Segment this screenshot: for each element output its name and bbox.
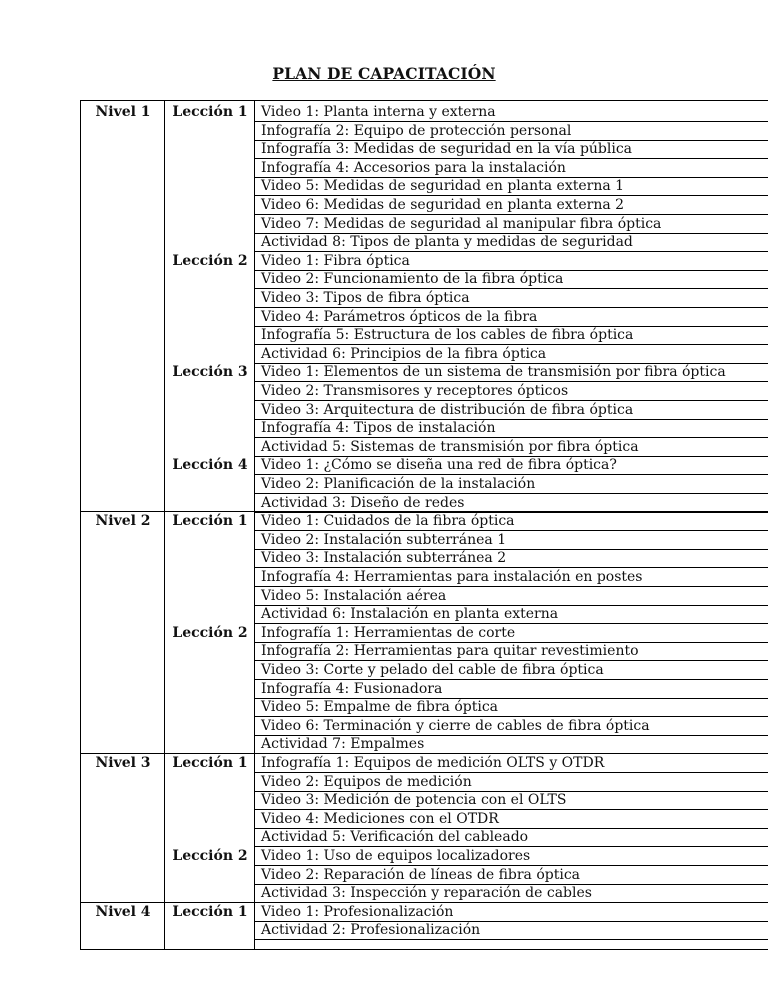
lesson-item: Video 2: Planificación de la instalación [261,476,536,492]
lesson-item: Video 7: Medidas de seguridad al manipular fibra óptica [261,215,662,232]
lesson-item: Video 1: Planta interna y externa [261,104,496,120]
lesson-item: Video 1: Fibra óptica [261,252,410,269]
lesson-label: Lección 2 [172,252,248,269]
lesson-item: Infografía 1: Herramientas de corte [261,624,516,641]
lesson-item: Video 1: Cuidados de la fibra óptica [261,513,515,530]
lesson-item: Actividad 6: Instalación en planta externa [261,606,559,623]
lesson-label: Lección 1 [172,513,248,530]
lesson-item: Video 2: Transmisores y receptores ópticos [261,383,569,399]
lesson-item: Video 1: ¿Cómo se diseña una red de fibra óptica? [261,457,617,474]
lesson-label: Lección 1 [172,755,248,771]
lesson-item: Video 1: Profesionalización [261,903,454,920]
lesson-item: Infografía 4: Fusionadora [261,680,443,697]
page-title: PLAN DE CAPACITACIÓN [272,64,496,83]
lesson-item: Video 3: Corte y pelado del cable de fibra óptica [261,662,604,678]
lesson-item: Video 3: Medición de potencia con el OLTS [261,792,567,809]
level-label: Nivel 3 [95,755,151,771]
lesson-item: Actividad 8: Tipos de planta y medidas de seguridad [261,234,633,251]
lesson-item: Video 6: Medidas de seguridad en planta externa 2 [261,197,625,213]
lesson-item: Infografía 1: Equipos de medición OLTS y OTDR [261,755,605,771]
lesson-item: Infografía 2: Equipo de protección personal [261,122,572,139]
lesson-item: Actividad 6: Principios de la fibra óptica [261,345,547,362]
lesson-item: Video 3: Arquitectura de distribución de fibra óptica [261,401,634,418]
level-label: Nivel 1 [95,104,151,120]
lesson-item: Infografía 5: Estructura de los cables de fibra óptica [261,327,634,344]
lesson-item: Video 2: Reparación de líneas de fibra óptica [261,866,581,883]
lesson-item: Video 5: Medidas de seguridad en planta externa 1 [261,178,625,195]
lesson-item: Video 2: Equipos de medición [261,773,472,790]
lesson-item: Video 1: Elementos de un sistema de transmisión por fibra óptica [261,364,726,381]
level-label: Nivel 2 [95,513,151,530]
lesson-item: Video 5: Instalación aérea [261,587,447,604]
lesson-item: Actividad 7: Empalmes [261,736,425,753]
lesson-item: Infografía 3: Medidas de seguridad en la vía pública [261,141,633,158]
training-plan-table [80,100,768,950]
lesson-item: Video 1: Uso de equipos localizadores [261,848,531,864]
lesson-label: Lección 1 [172,104,248,120]
lesson-item: Video 3: Tipos de fibra óptica [261,290,470,306]
lesson-item: Actividad 3: Inspección y reparación de cables [261,885,592,902]
lesson-label: Lección 2 [172,624,248,641]
lesson-item: Actividad 5: Verificación del cableado [261,829,529,846]
lesson-item: Infografía 4: Herramientas para instalación en postes [261,569,643,585]
lesson-item: Video 5: Empalme de fibra óptica [261,699,499,716]
lesson-item: Infografía 2: Herramientas para quitar revestimiento [261,643,639,660]
lesson-item: Video 4: Mediciones con el OTDR [261,810,499,827]
lesson-item: Video 6: Terminación y cierre de cables de fibra óptica [261,717,650,734]
lesson-item: Actividad 5: Sistemas de transmisión por fibra óptica [261,438,639,455]
lesson-item: Video 2: Funcionamiento de la fibra óptica [261,271,564,288]
lesson-item: Video 3: Instalación subterránea 2 [261,550,507,567]
lesson-label: Lección 1 [172,903,248,920]
row-divider [255,939,768,940]
lesson-label: Lección 2 [172,848,248,864]
lesson-label: Lección 4 [172,457,248,474]
lesson-item: Video 4: Parámetros ópticos de la fibra [261,308,538,325]
lesson-item: Actividad 3: Diseño de redes [261,494,465,511]
lesson-item: Infografía 4: Accesorios para la instalación [261,159,566,176]
lesson-item: Video 2: Instalación subterránea 1 [261,531,507,548]
lesson-item: Infografía 4: Tipos de instalación [261,420,496,437]
lesson-item: Actividad 2: Profesionalización [261,922,481,939]
level-label: Nivel 4 [95,903,151,920]
lesson-label: Lección 3 [172,364,248,381]
